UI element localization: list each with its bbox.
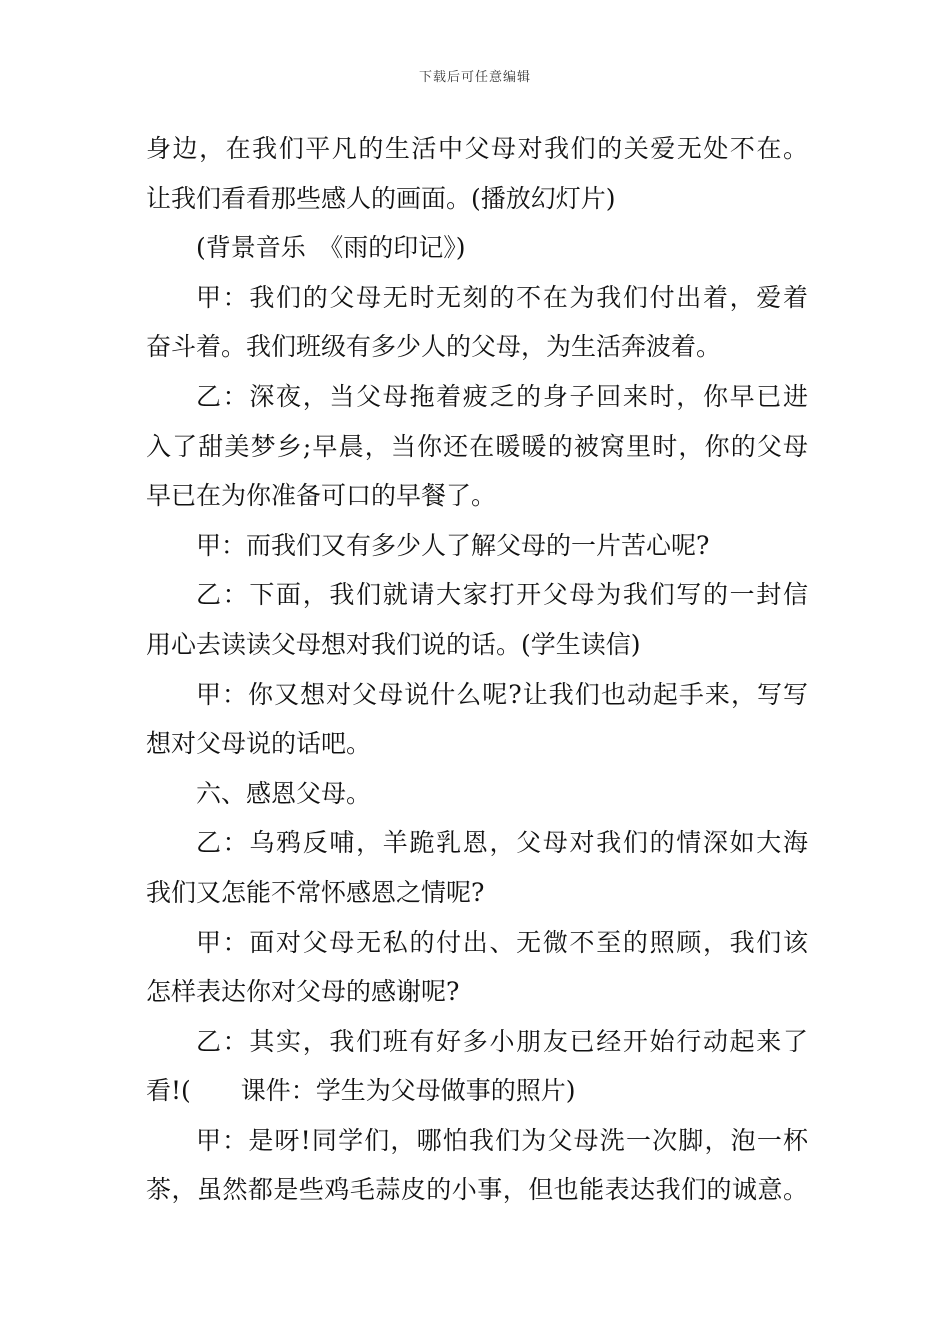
text-line: 乙：其实，我们班有好多小朋友已经开始行动起来了 xyxy=(196,1026,808,1056)
text-line: 乙：深夜，当父母拖着疲乏的身子回来时，你早已进 xyxy=(196,381,808,411)
text-line: 甲：你又想对父母说什么呢?让我们也动起手来，写写 xyxy=(196,679,808,709)
text-line: 让我们看看那些感人的画面。(播放幻灯片) xyxy=(146,183,616,213)
text-line: 甲：我们的父母无时无刻的不在为我们付出着，爱着 xyxy=(196,282,808,312)
text-line: 甲：面对父母无私的付出、无微不至的照顾，我们该 xyxy=(196,927,808,957)
document-body xyxy=(146,124,808,1215)
text-line: 我们又怎能不常怀感恩之情呢? xyxy=(146,877,485,907)
text-line: 奋斗着。我们班级有多少人的父母，为生活奔波着。 xyxy=(146,332,722,362)
text-line: 用心去读读父母想对我们说的话。(学生读信) xyxy=(146,629,641,659)
text-line: (背景音乐 《雨的印记》) xyxy=(196,233,466,263)
text-line: 怎样表达你对父母的感谢呢? xyxy=(146,977,460,1007)
text-line: 乙：下面，我们就请大家打开父母为我们写的一封信 xyxy=(196,580,808,610)
text-line: 茶，虽然都是些鸡毛蒜皮的小事，但也能表达我们的诚意。 xyxy=(146,1175,808,1205)
text-line: 甲：而我们又有多少人了解父母的一片苦心呢? xyxy=(196,530,710,560)
header-note: 下载后可任意编辑 xyxy=(418,70,531,85)
text-line: 看!( 课件：学生为父母做事的照片) xyxy=(146,1076,576,1106)
text-line: 早已在为你准备可口的早餐了。 xyxy=(146,481,497,511)
text-line: 想对父母说的话吧。 xyxy=(146,729,372,759)
text-line: 乙：乌鸦反哺，羊跪乳恩，父母对我们的情深如大海 xyxy=(196,828,808,858)
text-line: 入了甜美梦乡;早晨，当你还在暖暖的被窝里时，你的父母 xyxy=(146,431,808,461)
text-line: 六、感恩父母。 xyxy=(196,778,372,808)
text-line: 甲：是呀!同学们，哪怕我们为父母洗一次脚，泡一杯 xyxy=(196,1125,808,1155)
text-line: 身边，在我们平凡的生活中父母对我们的关爱无处不在。 xyxy=(146,134,808,163)
